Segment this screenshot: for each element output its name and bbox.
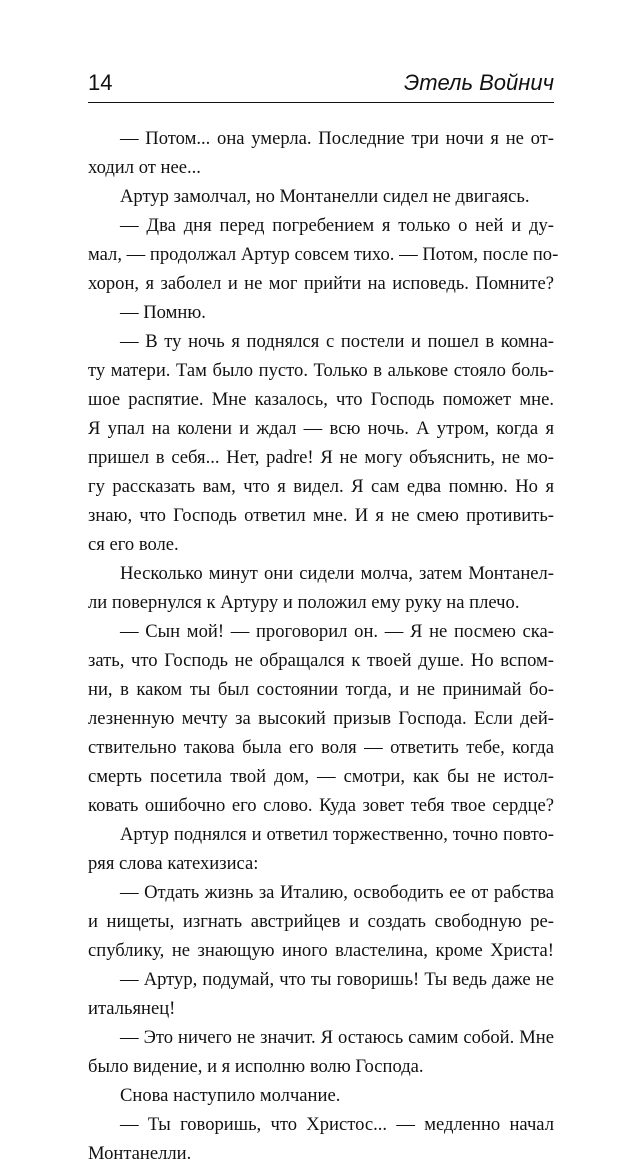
body-text	[88, 124, 559, 1168]
text-line: Я упал на колени и ждал — всю ночь. А утром, когда я	[88, 418, 554, 439]
text-line: спублику, не знающую иного властелина, кроме Христа!	[88, 940, 554, 961]
header-rule	[88, 102, 554, 103]
text-line: Монтанелли.	[88, 1143, 192, 1164]
text-line: было видение, и я исполню волю Господа.	[88, 1056, 424, 1077]
text-line: ходил от нее...	[88, 157, 201, 178]
text-line: шое распятие. Мне казалось, что Господь поможет мне.	[88, 389, 554, 410]
text-line: — Это ничего не значит. Я остаюсь самим собой. Мне	[120, 1027, 554, 1048]
text-line: Артур замолчал, но Монтанелли сидел не двигаясь.	[120, 186, 530, 207]
text-line: гу рассказать вам, что я видел. Я сам едва помню. Но я	[88, 476, 554, 497]
text-line: пришел в себя... Нет, padre! Я не могу объяснить, не мо-	[88, 447, 554, 468]
text-line: ни, в каком ты был состоянии тогда, и не принимай бо-	[88, 679, 554, 700]
text-line: ковать ошибочно его слово. Куда зовет тебя твое сердце?	[88, 795, 554, 816]
text-line: — Два дня перед погребением я только о ней и ду-	[120, 215, 554, 236]
text-line: — В ту ночь я поднялся с постели и пошел в комна-	[120, 331, 554, 352]
page-number: 14	[88, 70, 113, 95]
text-line: ся его воле.	[88, 534, 179, 555]
text-line: ряя слова катехизиса:	[88, 853, 259, 874]
text-line: ли повернулся к Артуру и положил ему руку на плечо.	[88, 592, 520, 613]
text-line: смерть посетила твой дом, — смотри, как бы не истол-	[88, 766, 554, 787]
text-line: Снова наступило молчание.	[120, 1085, 341, 1106]
text-line: — Потом... она умерла. Последние три ночи я не от-	[120, 128, 554, 149]
text-line: Несколько минут они сидели молча, затем Монтанел-	[120, 563, 554, 584]
text-line: — Помню.	[120, 302, 206, 323]
text-line: мал, — продолжал Артур совсем тихо. — Потом, после по-	[88, 244, 559, 265]
text-line: итальянец!	[88, 998, 176, 1019]
book-author-title: Этель Войнич	[403, 70, 554, 95]
running-header	[88, 68, 554, 98]
text-line: и нищеты, изгнать австрийцев и создать свободную ре-	[88, 911, 554, 932]
text-line: — Отдать жизнь за Италию, освободить ее от рабства	[120, 882, 554, 903]
text-line: — Артур, подумай, что ты говоришь! Ты ведь даже не	[120, 969, 554, 990]
text-line: знаю, что Господь ответил мне. И я не смею противить-	[88, 505, 554, 526]
text-line: ствительно такова была его воля — ответить тебе, когда	[88, 737, 554, 758]
text-line: зать, что Господь не обращался к твоей душе. Но вспом-	[88, 650, 554, 671]
text-line: Артур поднялся и ответил торжественно, точно повто-	[120, 824, 554, 845]
text-line: лезненную мечту за высокий призыв Господа. Если дей-	[88, 708, 554, 729]
text-line: хорон, я заболел и не мог прийти на исповедь. Помните?	[88, 273, 554, 294]
text-line: — Сын мой! — проговорил он. — Я не посмею ска-	[120, 621, 554, 642]
text-line: — Ты говоришь, что Христос... — медленно начал	[120, 1114, 554, 1135]
text-line: ту матери. Там было пусто. Только в алькове стояло боль-	[88, 360, 554, 381]
